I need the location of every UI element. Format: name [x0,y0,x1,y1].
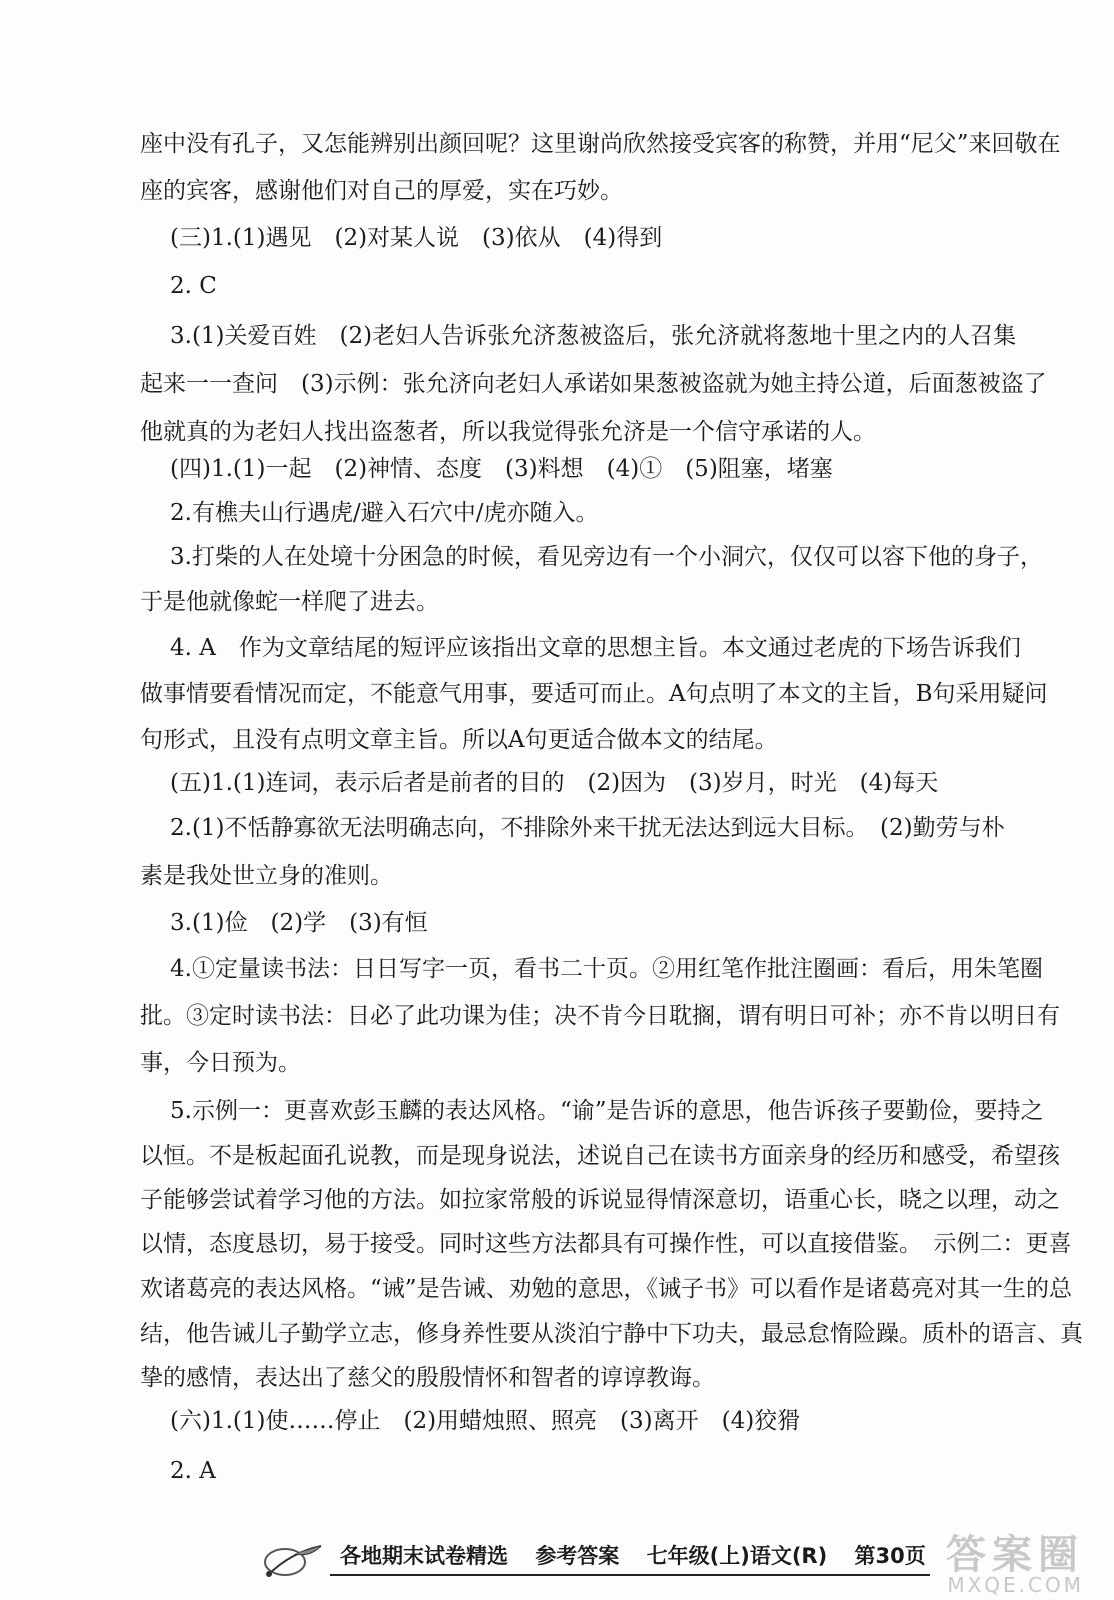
section-3-q1: (三)1.(1)遇见 (2)对某人说 (3)依从 (4)得到 [170,225,663,251]
text-line: 座中没有孔子，又怎能辨别出颜回呢？这里谢尚欣然接受宾客的称赞，并用“尼父”来回敬在 [140,131,1061,157]
footer-grade: 七年级(上)语文(R) [646,1544,828,1568]
section-5-q3: 3.(1)俭 (2)学 (3)有恒 [170,910,428,936]
text-line: 句形式，且没有点明文章主旨。所以A句更适合做本文的结尾。 [140,727,778,753]
section-4-q3: 3.打柴的人在处境十分困急的时候，看见旁边有一个小洞穴，仅仅可以容下他的身子， [170,544,1043,570]
section-4-q1: (四)1.(1)一起 (2)神情、态度 (3)料想 (4)① (5)阻塞，堵塞 [170,456,833,482]
footer-book-title: 各地期末试卷精选 [340,1544,508,1568]
footer-section: 参考答案 [535,1544,620,1568]
section-5-q1: (五)1.(1)连词，表示后者是前者的目的 (2)因为 (3)岁月，时光 (4)每天 [170,770,939,796]
section-6-q2: 2. A [170,1458,216,1484]
feather-logo-icon [255,1540,335,1590]
text-line: 挚的感情，表达出了慈父的殷殷情怀和智者的谆谆教诲。 [140,1365,715,1391]
footer-rule [330,1574,930,1576]
text-line: 他就真的为老妇人找出盗葱者，所以我觉得张允济是一个信守承诺的人。 [140,419,876,445]
text-line: 以恒。不是板起面孔说教，而是现身说法，述说自己在读书方面亲身的经历和感受，希望孩 [140,1143,1060,1169]
watermark [884,1532,1084,1597]
text-line: 子能够尝试着学习他的方法。如拉家常般的诉说显得情深意切，语重心长，晓之以理，动之 [140,1187,1060,1213]
section-5-q2: 2.(1)不恬静寡欲无法明确志向，不排除外来干扰无法达到远大目标。 (2)勤劳与朴 [170,815,1005,841]
text-line: 座的宾客，感谢他们对自己的厚爱，实在巧妙。 [140,178,623,204]
section-5-q5: 5.示例一：更喜欢彭玉麟的表达风格。“谕”是告诉的意思，他告诉孩子要勤俭，要持之 [170,1098,1044,1124]
section-4-q2: 2.有樵夫山行遇虎/避入石穴中/虎亦随入。 [170,500,599,526]
section-4-q4: 4. A 作为文章结尾的短评应该指出文章的思想主旨。本文通过老虎的下场告诉我们 [170,635,1021,661]
text-line: 素是我处世立身的准则。 [140,863,393,889]
watermark-logo-text: 答案圈 [946,1532,1084,1578]
text-line: 欢诸葛亮的表达风格。“诫”是告诫、劝勉的意思，《诫子书》可以看作是诸葛亮对其一生的总 [140,1276,1073,1302]
text-line: 结，他告诫儿子勤学立志，修身养性要从淡泊宁静中下功夫，最忌怠惰险躁。质朴的语言、真 [140,1321,1083,1347]
text-line: 于是他就像蛇一样爬了进去。 [140,589,439,615]
text-line: 批。③定时读书法：日必了此功课为佳；决不肯今日耽搁，谓有明日可补；亦不肯以明日有 [140,1003,1060,1029]
section-3-q2: 2. C [170,273,217,299]
section-5-q4: 4.①定量读书法：日日写字一页，看书二十页。②用红笔作批注圈画：看后，用朱笔圈 [170,956,1043,982]
text-line: 起来一一查问 (3)示例：张允济向老妇人承诺如果葱被盗就为她主持公道，后面葱被盗了 [140,371,1047,397]
footer-text [340,1540,946,1570]
text-line: 做事情要看情况而定，不能意气用事，要适可而止。A句点明了本文的主旨，B句采用疑问 [140,681,1048,707]
text-line: 以情，态度恳切，易于接受。同时这些方法都具有可操作性，可以直接借鉴。 示例二：更喜 [140,1231,1072,1257]
section-3-q3: 3.(1)关爱百姓 (2)老妇人告诉张允济葱被盗后，张允济就将葱地十里之内的人召集 [170,323,1017,349]
watermark-url: MXQE.COM [947,1573,1084,1597]
page-number: 第30页 [854,1544,926,1568]
text-line: 事，今日预为。 [140,1050,301,1076]
section-6-q1: (六)1.(1)使……停止 (2)用蜡烛照、照亮 (3)离开 (4)狡猾 [170,1408,801,1434]
